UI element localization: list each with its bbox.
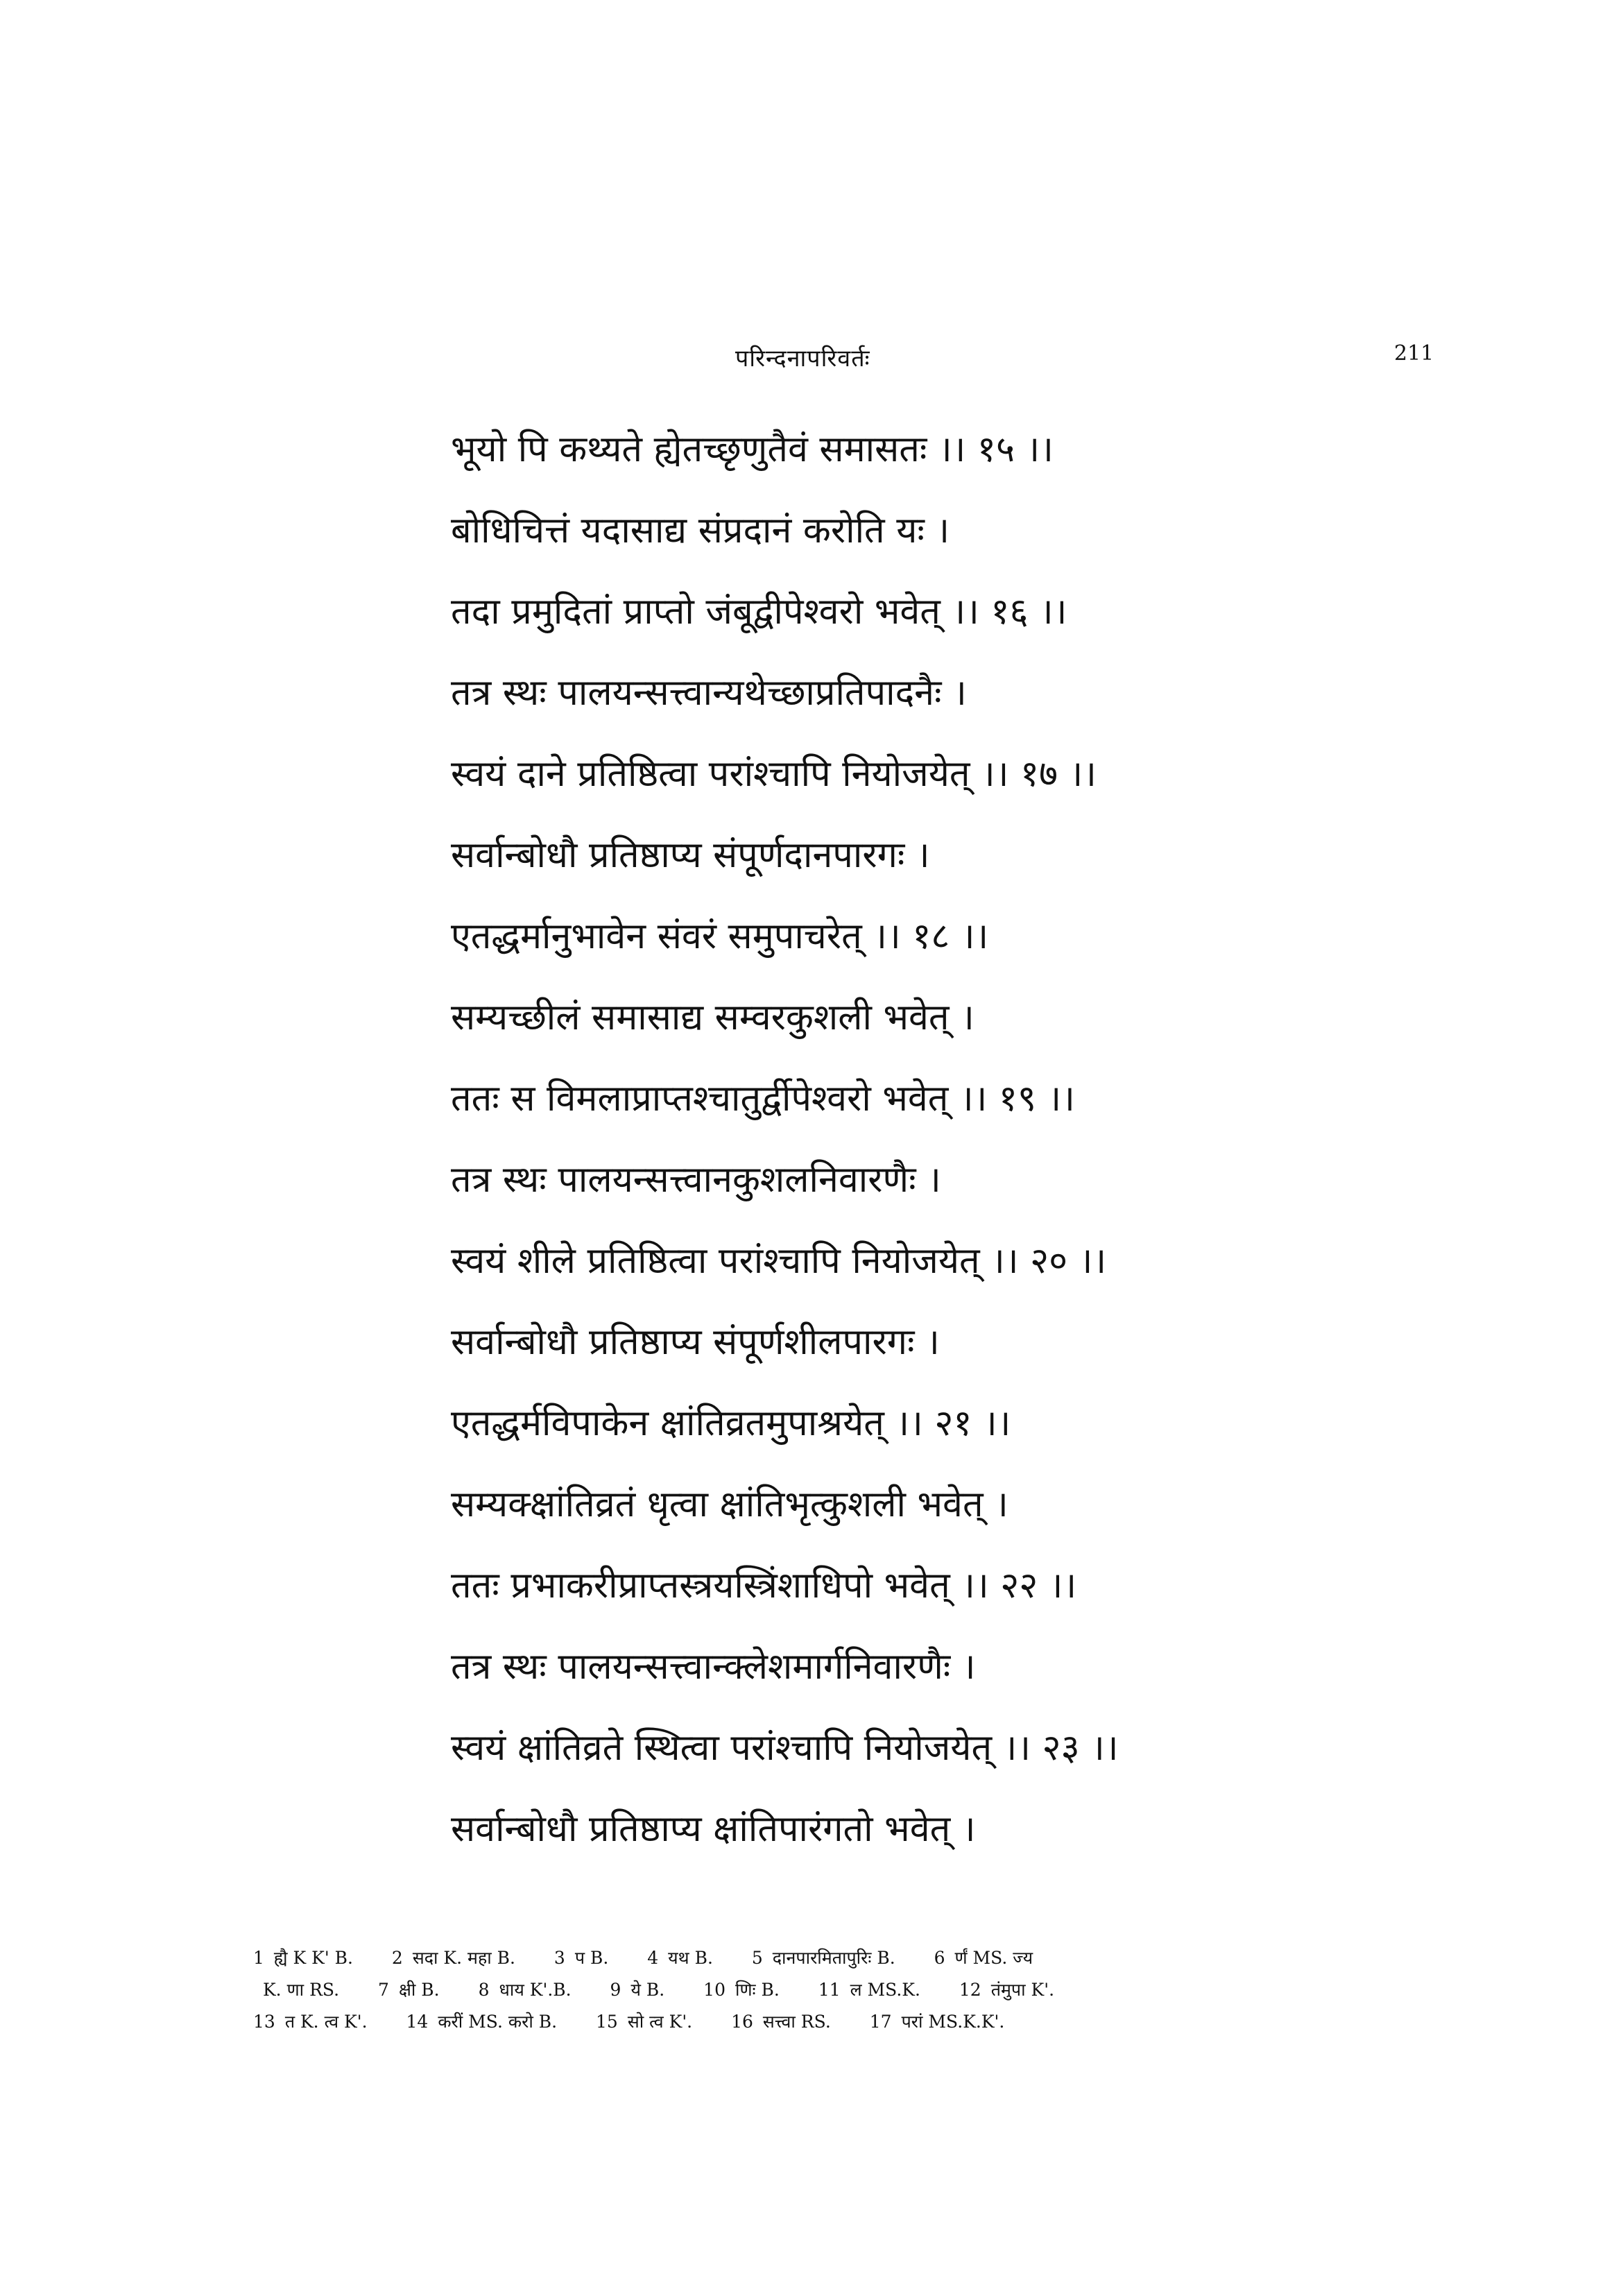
footnote-text: ह्यै K K' B. xyxy=(273,1948,353,1968)
footnote xyxy=(647,1942,713,1974)
footnote-text: प B. xyxy=(574,1948,609,1968)
verse-line: तदा प्रमुदितां प्राप्तो जंबूद्वीपेश्वरो भवेत् ।। १६ ।। xyxy=(451,591,1067,633)
verse-line: एतद्धर्मानुभावेन संवरं समुपाचरेत् ।। १८ ।। xyxy=(451,916,989,957)
footnotes xyxy=(253,1942,1446,2038)
footnote-number: 12 xyxy=(959,1980,981,2000)
footnote-number: 1 xyxy=(253,1948,264,1968)
footnote-number: 2 xyxy=(391,1948,403,1968)
verse-line: तत्र स्थः पालयन्सत्त्वानकुशलनिवारणैः । xyxy=(451,1159,941,1201)
footnote xyxy=(253,1942,353,1974)
footnote-text: यथ B. xyxy=(668,1948,713,1968)
footnote-text: ल MS.K. xyxy=(850,1980,920,2000)
footnote-row xyxy=(253,1942,1446,1974)
footnote xyxy=(479,1974,572,2006)
verse-line: स्वयं क्षांतिव्रते स्थित्वा परांश्चापि नियोजयेत् ।। २३ ।। xyxy=(451,1727,1119,1769)
verse-line: ततः प्रभाकरीप्राप्तस्त्रयस्त्रिंशाधिपो भवेत् ।। २२ ।। xyxy=(451,1565,1077,1607)
footnote-text: परां MS.K.K'. xyxy=(901,2012,1005,2032)
footnote-text: ये B. xyxy=(630,1980,665,2000)
footnote-number: 10 xyxy=(703,1980,725,2000)
footnote xyxy=(406,2006,558,2038)
footnote-text: र्णं MS. ज्य xyxy=(954,1948,1033,1968)
footnote-number: 13 xyxy=(253,2012,275,2032)
footnote-text: करीं MS. करो B. xyxy=(438,2012,558,2032)
verse-line: बोधिचित्तं यदासाद्य संप्रदानं करोति यः । xyxy=(451,510,950,551)
verse-line: सर्वान्बोधौ प्रतिष्ठाप्य संपूर्णदानपारगः । xyxy=(451,834,930,876)
footnote-text: सत्त्वा RS. xyxy=(762,2012,831,2032)
footnote-text: तंमुपा K'. xyxy=(990,1980,1055,2000)
footnote-number: 9 xyxy=(610,1980,621,2000)
footnote-text: धाय K'.B. xyxy=(499,1980,572,2000)
footnote xyxy=(731,2006,831,2038)
footnote xyxy=(596,2006,692,2038)
page-number: 211 xyxy=(1394,341,1434,366)
footnote-row xyxy=(253,2006,1446,2038)
footnote-number: 11 xyxy=(818,1980,841,2000)
verse-line: स्वयं दाने प्रतिष्ठित्वा परांश्चापि नियोजयेत् ।। १७ ।। xyxy=(451,753,1097,795)
footnote-number: 8 xyxy=(478,1980,490,2000)
footnote xyxy=(253,2006,368,2038)
footnote xyxy=(959,1974,1054,2006)
footnote-text: सो त्व K'. xyxy=(627,2012,693,2032)
footnote-number: 6 xyxy=(934,1948,945,1968)
footnote xyxy=(752,1942,895,1974)
verse-line: सर्वान्बोधौ प्रतिष्ठाप्य संपूर्णशीलपारगः । xyxy=(451,1321,940,1363)
verse-line: एतद्धर्मविपाकेन क्षांतिव्रतमुपाश्रयेत् ।। २१ ।। xyxy=(451,1403,1011,1444)
verse-line: भूयो पि कथ्यते ह्येतच्छृणुतैवं समासतः ।। १५ ।। xyxy=(451,429,1054,470)
footnote-number: 17 xyxy=(869,2012,892,2032)
footnote xyxy=(818,1974,920,2006)
footnote-number: 16 xyxy=(731,2012,753,2032)
verse-line: तत्र स्थः पालयन्सत्त्वान्यथेच्छाप्रतिपादनैः । xyxy=(451,672,967,714)
footnote-number: 3 xyxy=(553,1948,565,1968)
footnote-text: णिः B. xyxy=(735,1980,780,2000)
footnote-number: 14 xyxy=(406,2012,429,2032)
footnote-text: सदा K. महा B. xyxy=(412,1948,515,1968)
footnote xyxy=(703,1974,780,2006)
running-head xyxy=(0,341,1623,376)
footnote-number: 7 xyxy=(378,1980,389,2000)
verse-block xyxy=(451,409,1491,1870)
footnote-number: 5 xyxy=(751,1948,763,1968)
footnote-text: त K. त्व K'. xyxy=(284,2012,368,2032)
footnote-number: 15 xyxy=(596,2012,618,2032)
footnote xyxy=(392,1942,515,1974)
footnote xyxy=(934,1942,1033,1974)
footnote-row xyxy=(253,1974,1446,2006)
verse-line: ततः स विमलाप्राप्तश्चातुर्द्वीपेश्वरो भवेत् ।। १९ ।। xyxy=(451,1078,1075,1120)
footnote xyxy=(610,1974,665,2006)
verse-line: सर्वान्बोधौ प्रतिष्ठाप्य क्षांतिपारंगतो भवेत् । xyxy=(451,1808,976,1850)
chapter-title: परिन्दनापरिवर्तः xyxy=(735,345,870,372)
footnote-text: दानपारमितापुरिः B. xyxy=(772,1948,895,1968)
footnote xyxy=(253,1974,339,2006)
footnote xyxy=(554,1942,608,1974)
verse-line: सम्यच्छीलं समासाद्य सम्वरकुशली भवेत् । xyxy=(451,997,974,1038)
footnote-text: क्षी B. xyxy=(398,1980,440,2000)
verse-line: स्वयं शीले प्रतिष्ठित्वा परांश्चापि नियोजयेत् ।। २० ।। xyxy=(451,1240,1107,1282)
footnote-number: 4 xyxy=(647,1948,659,1968)
verse-line: सम्यक्क्षांतिव्रतं धृत्वा क्षांतिभृत्कुशली भवेत् । xyxy=(451,1484,1008,1525)
footnote xyxy=(870,2006,1005,2038)
footnote-text: K. णा RS. xyxy=(263,1980,340,2000)
verse-line: तत्र स्थः पालयन्सत्त्वान्क्लेशमार्गनिवारणैः । xyxy=(451,1646,976,1688)
footnote xyxy=(378,1974,440,2006)
